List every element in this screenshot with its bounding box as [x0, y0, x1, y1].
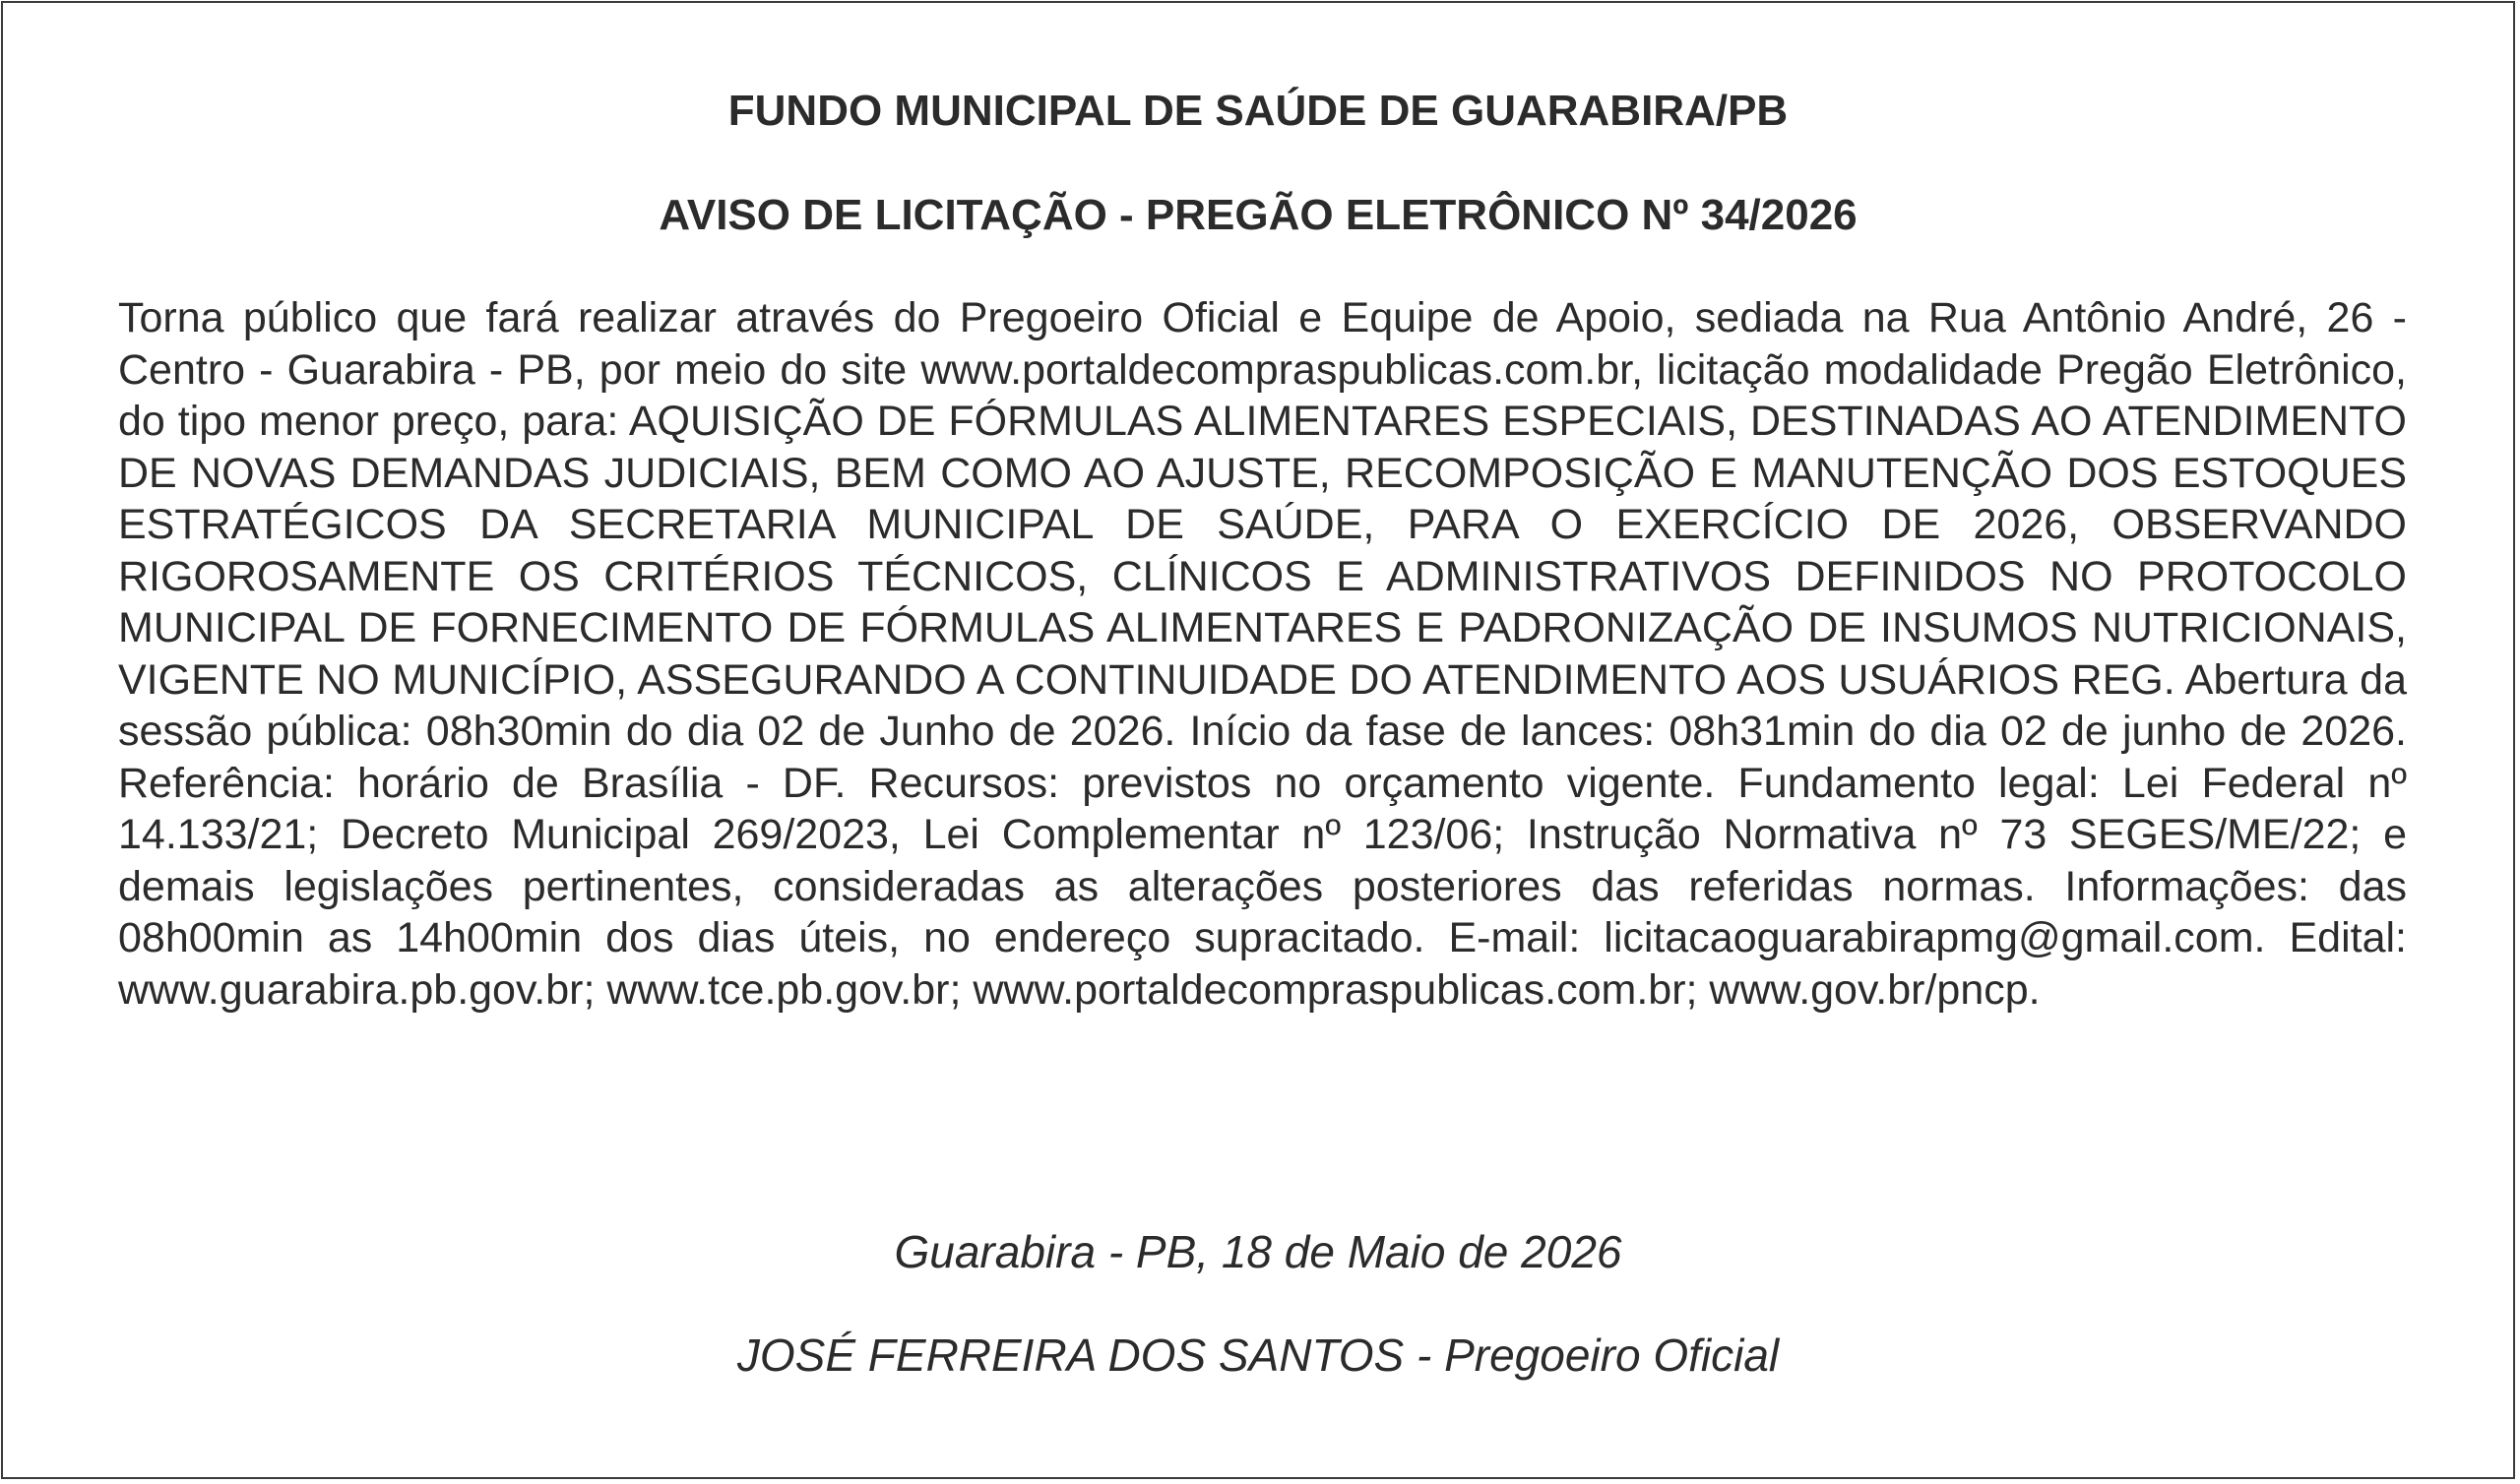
signer-line: JOSÉ FERREIRA DOS SANTOS - Pregoeiro Oficial [736, 1329, 1780, 1381]
organization-title: FUNDO MUNICIPAL DE SAÚDE DE GUARABIRA/PB [727, 87, 1789, 135]
place-date: Guarabira - PB, 18 de Maio de 2026 [894, 1226, 1622, 1277]
notice-frame [1, 1, 2515, 1479]
notice-body: Torna público que fará realizar através do Pregoeiro Oficial e Equipe de Apoio, sediada na Rua Antônio André, 26 - Centro - Guarabira - PB, por meio do site www.portaldecompraspublicas.com.br, licitação modalidade Pregão Eletrônico, do tipo menor preço, para: AQUISIÇÃO DE FÓRMULAS ALIMENTARES ESPECIAIS, DESTINADAS AO ATENDIMENTO DE NOVAS DEMANDAS JUDICIAIS, BEM COMO AO AJUSTE, RECOMPOSIÇÃO E MANUTENÇÃO DOS ESTOQUES ESTRATÉGICOS DA SECRETARIA MUNICIPAL DE SAÚDE, PARA O EXERCÍCIO DE 2026, OBSERVANDO RIGOROSAMENTE OS CRITÉRIOS TÉCNICOS, CLÍNICOS E ADMINISTRATIVOS DEFINIDOS NO PROTOCOLO MUNICIPAL DE FORNECIMENTO DE FÓRMULAS ALIMENTARES E PADRONIZAÇÃO DE INSUMOS NUTRICIONAIS, VIGENTE NO MUNICÍPIO, ASSEGURANDO A CONTINUIDADE DO ATENDIMENTO AOS USUÁRIOS REG. Abertura da sessão pública: 08h30min do dia 02 de Junho de 2026. Início da fase de lances: 08h31min do dia 02 de junho de 2026. Referência: horário de Brasília - DF. Recursos: previstos no orçamento vigente. Fundamento legal: Lei Federal nº 14.133/21; Decreto Municipal 269/2023, Lei Complementar nº 123/06; Instrução Normativa nº 73 SEGES/ME/22; e demais legislações pertinentes, consideradas as alterações posteriores das referidas normas. Informações: das 08h00min as 14h00min dos dias úteis, no endereço supracitado. E-mail: licitacaoguarabirapmg@gmail.com. Edital: www.guarabira.pb.gov.br; www.tce.pb.gov.br; www.portaldecompraspublicas.com.br; www.gov.br/pncp. [118, 294, 2407, 1014]
notice-title: AVISO DE LICITAÇÃO - PREGÃO ELETRÔNICO Nº 34/2026 [659, 191, 1858, 239]
